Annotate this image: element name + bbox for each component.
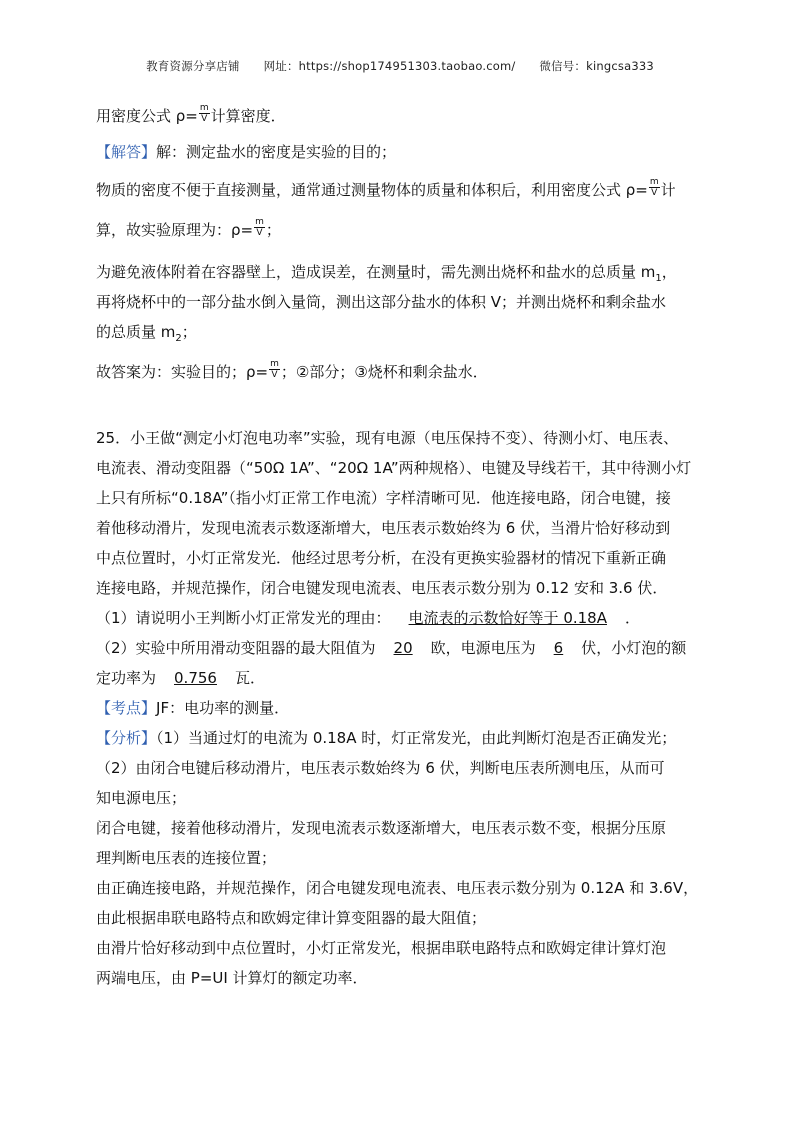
text-line: 【解答】解：测定盐水的密度是实验的目的； bbox=[96, 143, 397, 161]
analysis-tag: 【分析】 bbox=[96, 729, 157, 747]
answer-blank: 20 bbox=[393, 639, 413, 657]
kaodian-tag: 【考点】 bbox=[96, 699, 157, 717]
density-fraction: $\frac{m}{V}$ bbox=[199, 103, 209, 124]
analysis-line: 由此根据串联电路特点和欧姆定律计算变阻器的最大阻值； bbox=[96, 909, 487, 927]
shop-name: 教育资源分享店铺 bbox=[146, 59, 240, 73]
answer-blank: 0.756 bbox=[174, 669, 217, 687]
answer-blank: 电流表的示数恰好等于 0.18A bbox=[408, 609, 607, 627]
question-line: 电流表、滑动变阻器（“50Ω 1A”、“20Ω 1A”两种规格）、电键及导线若干，其中待测小灯 bbox=[96, 459, 692, 477]
analysis-line: 知电源电压； bbox=[96, 789, 187, 807]
text-line: 物质的密度不便于直接测量，通常通过测量物体的质量和体积后，利用密度公式 ρ= $\frac{m}{V}$ 计 bbox=[96, 177, 676, 199]
text-line: 的总质量 $m_2$； bbox=[96, 323, 197, 344]
text-line: 故答案为：实验目的；ρ= $\frac{m}{V}$ ；②部分；③烧杯和剩余盐水． bbox=[96, 359, 488, 381]
analysis-line: 闭合电键，接着他移动滑片，发现电流表示数逐渐增大，电压表示数不变，根据分压原 bbox=[96, 819, 667, 837]
answer-tag: 【解答】 bbox=[96, 143, 157, 161]
question-line: 着他移动滑片，发现电流表示数逐渐增大，电压表示数始终为 6 伏，当滑片恰好移动到 bbox=[96, 519, 671, 537]
question-line: 中点位置时，小灯正常发光．他经过思考分析，在没有更换实验器材的情况下重新正确 bbox=[96, 549, 667, 567]
question-25 bbox=[96, 423, 706, 993]
sub-question-2: （2）实验中所用滑动变阻器的最大阻值为 20 欧，电源电压为 6 伏，小灯泡的额 bbox=[96, 639, 687, 657]
analysis-line: 由滑片恰好移动到中点位置时，小灯正常发光，根据串联电路特点和欧姆定律计算灯泡 bbox=[96, 939, 667, 957]
analysis-line: 【分析】（1）当通过灯的电流为 0.18A 时，灯正常发光，由此判断灯泡是否正确发光； bbox=[96, 729, 677, 747]
text-line: 用密度公式 ρ= $\frac{m}{V}$ 计算密度． bbox=[96, 103, 286, 125]
solution-part-24 bbox=[96, 101, 706, 387]
analysis-line: 理判断电压表的连接位置； bbox=[96, 849, 277, 867]
question-line: 连接电路，并规范操作，闭合电键发现电流表、电压表示数分别为 0.12 安和 3.6 伏． bbox=[96, 579, 668, 597]
text-line: 算，故实验原理为：ρ= $\frac{m}{V}$ ； bbox=[96, 217, 281, 239]
page-header bbox=[0, 58, 800, 74]
wechat-id: 微信号：kingcsa333 bbox=[539, 59, 654, 73]
density-fraction: $\frac{m}{V}$ bbox=[649, 177, 659, 198]
sub-question-2-cont: 定功率为 0.756 瓦． bbox=[96, 669, 265, 687]
kaodian-line: 【考点】JF：电功率的测量． bbox=[96, 699, 290, 717]
question-line: 25．小王做“测定小灯泡电功率”实验，现有电源（电压保持不变）、待测小灯、电压表、 bbox=[96, 429, 679, 447]
analysis-line: 两端电压，由 P=UI 计算灯的额定功率． bbox=[96, 969, 368, 987]
density-fraction: $\frac{m}{V}$ bbox=[270, 359, 279, 380]
density-fraction: $\frac{m}{V}$ bbox=[255, 217, 264, 238]
analysis-line: 由正确连接电路，并规范操作，闭合电键发现电流表、电压表示数分别为 0.12A 和 3.6V， bbox=[96, 879, 699, 897]
analysis-line: （2）由闭合电键后移动滑片，电压表示数始终为 6 伏，判断电压表所测电压，从而可 bbox=[96, 759, 665, 777]
answer-blank: 6 bbox=[553, 639, 564, 657]
text-line: 再将烧杯中的一部分盐水倒入量筒，测出这部分盐水的体积 V；并测出烧杯和剩余盐水 bbox=[96, 293, 667, 311]
sub-question-1: （1）请说明小王判断小灯正常发光的理由： 电流表的示数恰好等于 0.18A ． bbox=[96, 609, 640, 627]
text-line: 为避免液体附着在容器壁上，造成误差，在测量时，需先测出烧杯和盐水的总质量 $m_1$， bbox=[96, 263, 677, 284]
question-line: 上只有所标“0.18A”（指小灯正常工作电流）字样清晰可见．他连接电路，闭合电键，接 bbox=[96, 489, 671, 507]
shop-url: 网址：https://shop174951303.taobao.com/ bbox=[263, 59, 516, 73]
